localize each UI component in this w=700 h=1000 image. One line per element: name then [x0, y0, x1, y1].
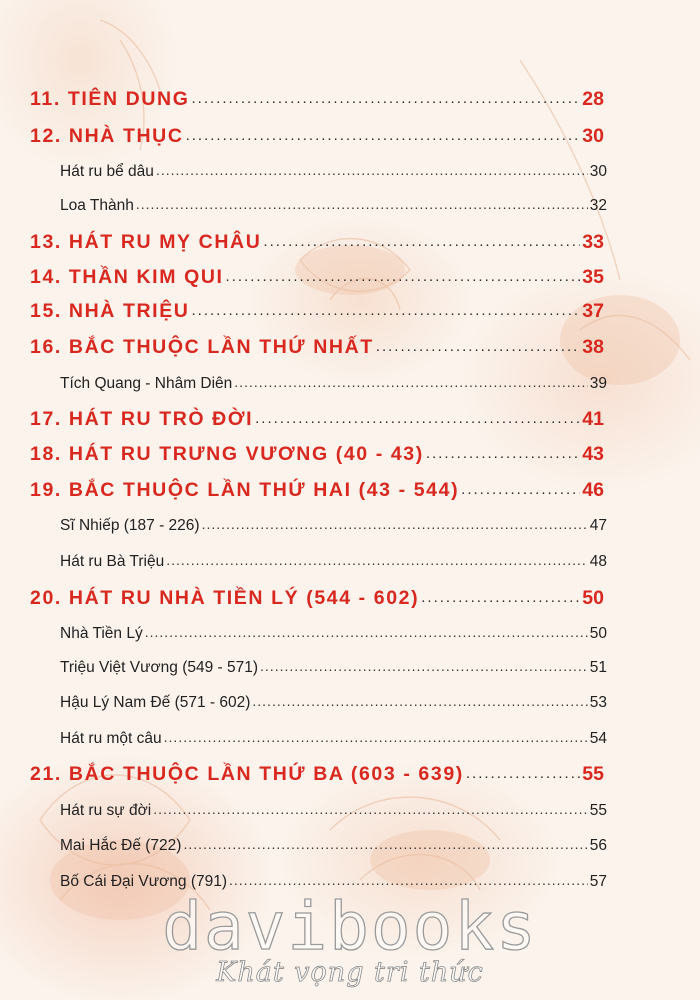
toc-entry-page: 53: [589, 693, 607, 711]
toc-entry-chapter-18[interactable]: [30, 440, 604, 466]
toc-entry-title: 20. HÁT RU NHÀ TIỀN LÝ (544 - 602): [30, 586, 420, 609]
toc-entry-chapter-19[interactable]: [30, 476, 604, 502]
toc-entry-page: 32: [589, 196, 607, 214]
dot-leader: [229, 870, 588, 886]
toc-entry-page: 56: [589, 836, 607, 854]
dot-leader: [234, 372, 587, 388]
toc-entry-page: 41: [582, 407, 604, 430]
dot-leader: [136, 194, 588, 210]
toc-entry-sub[interactable]: [60, 727, 607, 748]
toc-entry-sub[interactable]: [60, 622, 607, 643]
dot-leader: [164, 727, 588, 743]
toc-entry-title: 18. HÁT RU TRƯNG VƯƠNG (40 - 43): [30, 442, 424, 465]
dot-leader: [421, 584, 580, 604]
toc-entry-title: Hát ru sự đời: [60, 801, 152, 819]
toc-entry-chapter-15[interactable]: [30, 297, 604, 323]
toc-entry-title: Triệu Việt Vương (549 - 571): [60, 658, 259, 676]
toc-entry-title: Bố Cái Đại Vương (791): [60, 872, 228, 890]
toc-entry-sub[interactable]: [60, 834, 607, 855]
toc-entry-title: 19. BẮC THUỘC LẦN THỨ HAI (43 - 544): [30, 478, 460, 501]
toc-entry-page: 37: [582, 299, 604, 322]
toc-entry-title: 12. NHÀ THỤC: [30, 124, 184, 147]
toc-entry-page: 55: [582, 762, 604, 785]
toc-entry-page: 54: [589, 729, 607, 747]
dot-leader: [426, 440, 580, 460]
toc-entry-chapter-12[interactable]: [30, 122, 604, 148]
toc-entry-chapter-13[interactable]: [30, 228, 604, 254]
dot-leader: [260, 656, 588, 672]
toc-entry-title: Hát ru một câu: [60, 729, 162, 747]
toc-entry-sub[interactable]: [60, 372, 607, 393]
dot-leader: [461, 476, 580, 496]
dot-leader: [466, 760, 580, 780]
toc-entry-title: Loa Thành: [60, 196, 134, 214]
watermark-tagline: Khát vọng tri thức: [216, 957, 484, 988]
toc-entry-title: 13. HÁT RU MỴ CHÂU: [30, 230, 262, 253]
toc-entry-sub[interactable]: [60, 550, 607, 571]
watermark-logo: davibooks: [162, 888, 538, 965]
toc-entry-page: 50: [589, 624, 607, 642]
toc-entry-title: 15. NHÀ TRIỆU: [30, 299, 190, 322]
toc-entry-page: 30: [582, 124, 604, 147]
toc-entry-title: 14. THẦN KIM QUI: [30, 265, 224, 288]
toc-entry-sub[interactable]: [60, 656, 607, 677]
toc-entry-title: Tích Quang - Nhâm Diên: [60, 374, 233, 392]
toc-entry-page: 50: [582, 586, 604, 609]
toc-entry-sub[interactable]: [60, 691, 607, 712]
toc-entry-page: 51: [589, 658, 607, 676]
toc-entry-page: 57: [589, 872, 607, 890]
toc-entry-title: 11. TIÊN DUNG: [30, 87, 190, 110]
toc-entry-chapter-16[interactable]: [30, 333, 604, 359]
toc-entry-sub[interactable]: [60, 799, 607, 820]
toc-entry-page: 55: [589, 801, 607, 819]
toc-entry-title: Mai Hắc Đế (722): [60, 836, 182, 854]
toc-entry-page: 30: [589, 162, 607, 180]
toc-entry-title: Hậu Lý Nam Đế (571 - 602): [60, 693, 251, 711]
toc-entry-page: 35: [582, 265, 604, 288]
toc-entry-chapter-17[interactable]: [30, 405, 604, 431]
toc-entry-chapter-14[interactable]: [30, 263, 604, 289]
toc-entry-title: 16. BẮC THUỘC LẦN THỨ NHẤT: [30, 335, 374, 358]
toc-entry-title: Nhà Tiền Lý: [60, 624, 143, 642]
dot-leader: [376, 333, 581, 353]
dot-leader: [166, 550, 588, 566]
dot-leader: [186, 122, 581, 142]
dot-leader: [183, 834, 587, 850]
toc-entry-title: 17. HÁT RU TRÒ ĐỜI: [30, 407, 254, 430]
toc-entry-page: 28: [582, 87, 604, 110]
toc-entry-page: 43: [582, 442, 604, 465]
toc-entry-chapter-11[interactable]: [30, 85, 604, 111]
dot-leader: [145, 622, 588, 638]
toc-entry-title: Hát ru bể dâu: [60, 162, 154, 180]
toc-entry-title: Hát ru Bà Triệu: [60, 552, 165, 570]
toc-entry-sub[interactable]: [60, 194, 607, 215]
toc-entry-chapter-21[interactable]: [30, 760, 604, 786]
toc-entry-sub[interactable]: [60, 160, 607, 181]
toc-entry-page: 33: [582, 230, 604, 253]
dot-leader: [252, 691, 587, 707]
dot-leader: [192, 297, 581, 317]
toc-entry-page: 46: [582, 478, 604, 501]
dot-leader: [202, 514, 588, 530]
toc-entry-chapter-20[interactable]: [30, 584, 604, 610]
toc-entry-page: 39: [589, 374, 607, 392]
dot-leader: [192, 85, 581, 105]
dot-leader: [263, 228, 580, 248]
dot-leader: [255, 405, 580, 425]
dot-leader: [226, 263, 581, 283]
dot-leader: [153, 799, 588, 815]
toc-entry-title: Sĩ Nhiếp (187 - 226): [60, 516, 200, 534]
dot-leader: [156, 160, 588, 176]
toc-entry-page: 38: [582, 335, 604, 358]
toc-entry-sub[interactable]: [60, 514, 607, 535]
toc-entry-page: 47: [589, 516, 607, 534]
toc-entry-page: 48: [589, 552, 607, 570]
toc-entry-title: 21. BẮC THUỘC LẦN THỨ BA (603 - 639): [30, 762, 464, 785]
